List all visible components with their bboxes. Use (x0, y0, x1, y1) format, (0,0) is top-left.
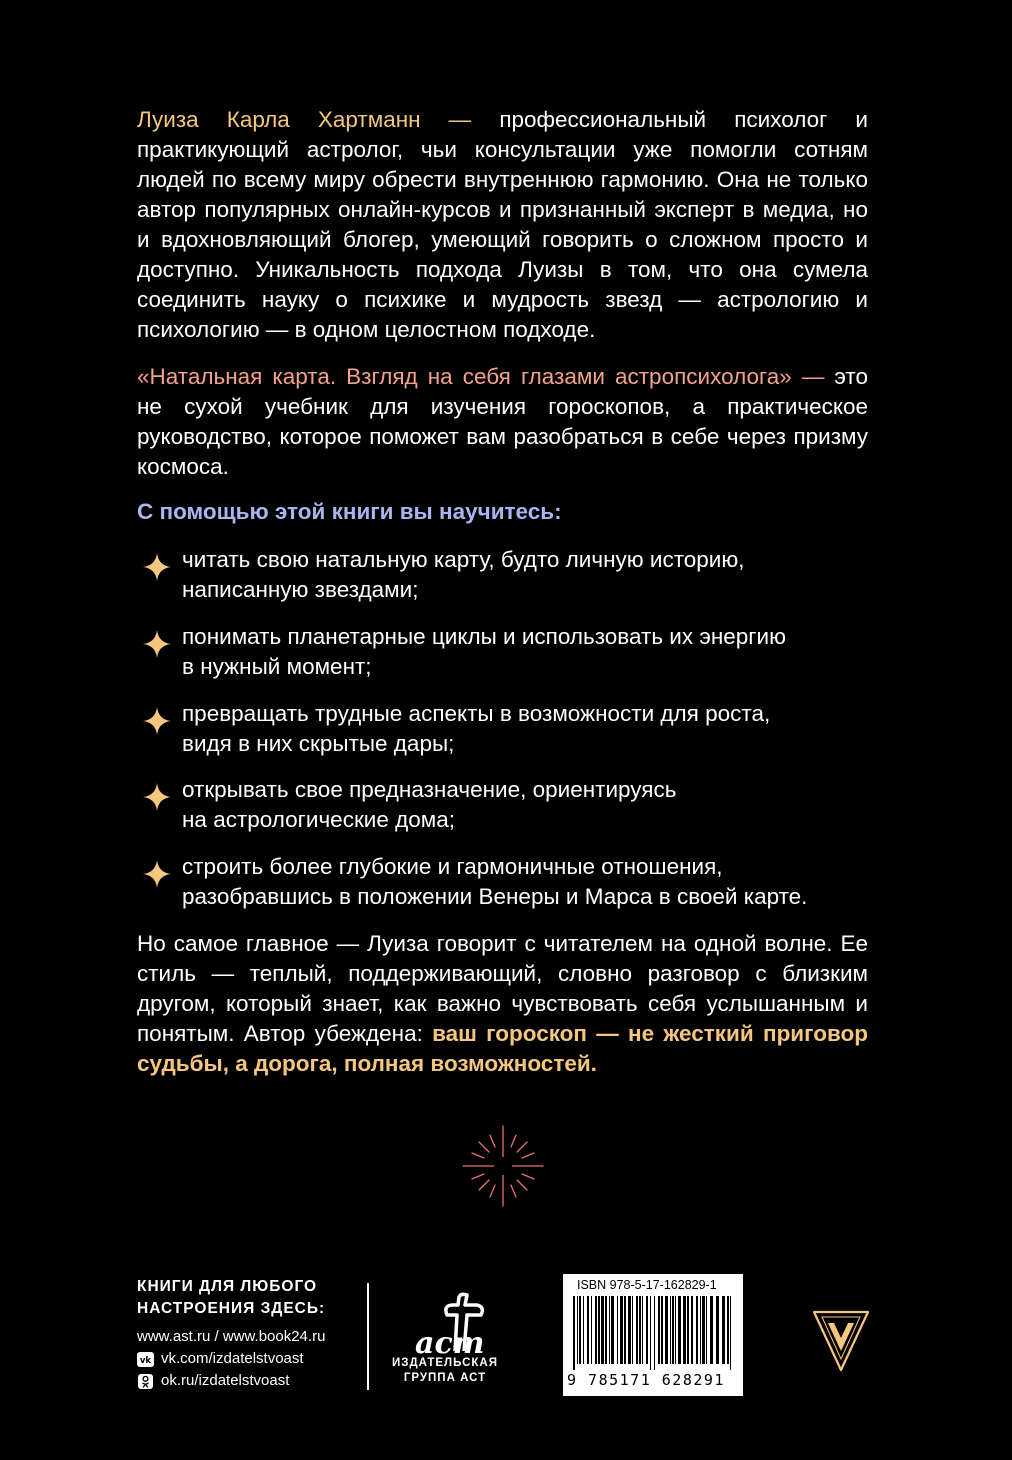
learn-heading: С помощью этой книги вы научитесь: (137, 499, 562, 524)
svg-text:vk: vk (139, 1355, 152, 1366)
ok-link[interactable]: ok.ru/izdatelstvoast (137, 1370, 357, 1392)
isbn-label: ISBN 978-5-17-162829-1 (577, 1278, 717, 1292)
imprint-v-logo (812, 1308, 870, 1372)
author-name: Луиза Карла Хартманн — (137, 107, 472, 132)
closing-paragraph (137, 929, 868, 1079)
learn-item (137, 775, 868, 835)
author-bio (137, 105, 868, 345)
barcode-bars (569, 1296, 737, 1370)
sparkle-icon (142, 629, 172, 659)
closing-text: Но самое главное — Луиза говорит с читателем на одной волне. Ее стиль — теплый, поддерживающий, словно разговор с близким другом, который знает, как важно чувствовать себя услышанным и понятым. Автор убеждена: (137, 931, 868, 1046)
learn-item-text: превращать трудные аспекты в возможности для роста, видя в них скрытые дары; (182, 701, 771, 756)
sparkle-icon (142, 782, 172, 812)
book-description (137, 362, 868, 482)
sparkle-icon (142, 706, 172, 736)
learn-item (137, 699, 868, 759)
learn-item (137, 852, 868, 912)
isbn-barcode (563, 1274, 743, 1396)
closing-highlight: ваш гороскоп — не жесткий приговор судьбы, а дорога, полная возможностей. (137, 1021, 868, 1076)
learn-item (137, 545, 868, 605)
barcode-digits: 9 785171 628291 (567, 1371, 725, 1389)
footer-title: КНИГИ ДЛЯ ЛЮБОГО НАСТРОЕНИЯ ЗДЕСЬ: (137, 1278, 326, 1317)
starburst-icon (461, 1124, 545, 1208)
vk-icon (137, 1352, 154, 1367)
learn-item (137, 622, 868, 682)
learn-item-text: понимать планетарные циклы и использовать их энергию в нужный момент; (182, 624, 786, 679)
author-bio-text: профессиональный психолог и практикующий астролог, чьи консультации уже помогли сотням людей по всему миру обрести внутреннюю гармонию. Она не только автор популярных онлайн-курсов и признанный эксперт в медиа, но и вдохновляющий блогер, умеющий говорить о сложном просто и доступно. Уникальность подхода Луизы в том, что она сумела соединить науку о психике и мудрость звезд — астрологию и психологию — в одном целостном подходе. (137, 107, 868, 342)
book-description-text: это не сухой учебник для изучения гороскопов, а практическое руководство, которое поможет вам разобраться в себе через призму космоса. (137, 364, 868, 479)
learn-item-text: строить более глубокие и гармоничные отношения, разобравшись в положении Венеры и Марса в своей карте. (182, 854, 808, 909)
ok-icon (137, 1374, 154, 1389)
publisher-links (137, 1276, 357, 1392)
publisher-caption: ИЗДАТЕЛЬСКАЯ ГРУППА АСТ (391, 1357, 499, 1384)
footer-divider (367, 1283, 369, 1390)
svg-text:аст: аст (415, 1326, 485, 1361)
sparkle-icon (142, 859, 172, 889)
learn-item-text: читать свою натальную карту, будто личную историю, написанную звездами; (182, 547, 745, 602)
vk-link[interactable]: vk vk.com/izdatelstvoast (137, 1348, 357, 1370)
book-title: «Натальная карта. Взгляд на себя глазами астропсихолога» — (137, 364, 825, 389)
learn-item-text: открывать свое предназначение, ориентируясь на астрологические дома; (182, 777, 677, 832)
sparkle-icon (142, 552, 172, 582)
website-links[interactable]: www.ast.ru / www.book24.ru (137, 1328, 326, 1345)
